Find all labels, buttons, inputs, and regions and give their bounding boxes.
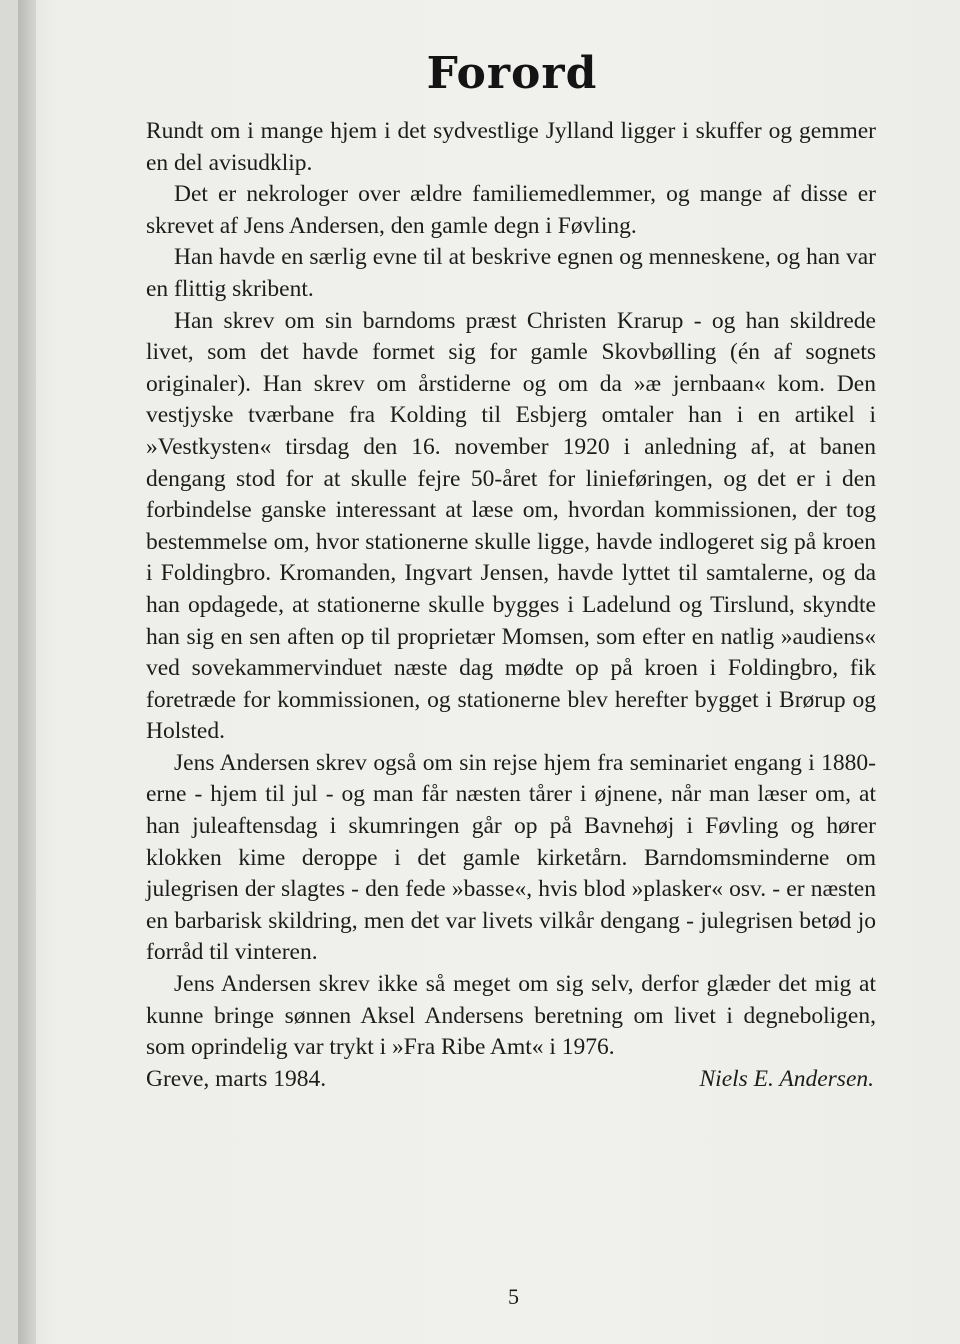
signature: Niels E. Andersen. [699,1065,874,1092]
page-number: 5 [508,1284,519,1309]
signoff [146,1064,876,1096]
paragraph-6: Jens Andersen skrev ikke så meget om sig selv, derfor glæder det mig at kunne bringe sønnen Aksel Andersens beretning om livet i degneboligen, som oprindelig var trykt i »Fra Ribe Amt« i 1976. [146,971,876,1061]
body-text [146,116,876,1095]
page-title: Forord [426,48,598,99]
place-date: Greve, marts 1984. [146,1065,327,1092]
binding-shadow [18,0,36,1344]
paragraph-1: Rundt om i mange hjem i det sydvestlige Jylland ligger i skuffer og gemmer en del avisudklip. [146,118,876,176]
paragraph-4: Han skrev om sin barndoms præst Christen Krarup - og han skildrede livet, som det havde formet sig for gamle Skovbølling (én af sognets originaler). Han skrev om årstiderne og om da »æ jernbaan« kom. Den vestjyske tværbane fra Kolding til Esbjerg omtaler han i en artikel i »Vestkysten« tirsdag den 16. november 1920 i anledning af, at banen dengang stod for at skulle fejre 50-året for linieføringen, og det er i den forbindelse ganske interessant at læse om, hvordan kommissionen, der tog bestemmelse om, hvor stationerne skulle ligge, havde indlogeret sig på kroen i Foldingbro. Kromanden, Ingvart Jensen, havde lyttet til samtalerne, og da han opdagede, at stationerne skulle bygges i Ladelund og Tirslund, skyndte han sig en sen aften op til proprietær Momsen, som efter en natlig »audiens« ved sovekammervinduet næste dag mødte op på kroen i Foldingbro, fik foretræde for kommissionen, og stationerne blev herefter bygget i Brørup og Holsted. [146,307,876,745]
paragraph-2: Det er nekrologer over ældre familiemedlemmer, og mange af disse er skrevet af Jens Andersen, den gamle degn i Føvling. [146,181,876,239]
paragraph-3: Han havde en særlig evne til at beskrive egnen og menneskene, og han var en flittig skribent. [146,244,876,302]
paragraph-5: Jens Andersen skrev også om sin rejse hjem fra seminariet engang i 1880-erne - hjem til jul - og man får næsten tårer i øjnene, når man læser om, at han juleaftensdag i skumringen går op på Bavnehøj i Føvling og hører klokken kime deroppe i det gamle kirketårn. Barndomsminderne om julegrisen der slagtes - den fede »basse«, hvis blod »plasker« osv. - er næsten en barbarisk skildring, men det var livets vilkår dengang - julegrisen betød jo forråd til vinteren. [146,749,876,966]
